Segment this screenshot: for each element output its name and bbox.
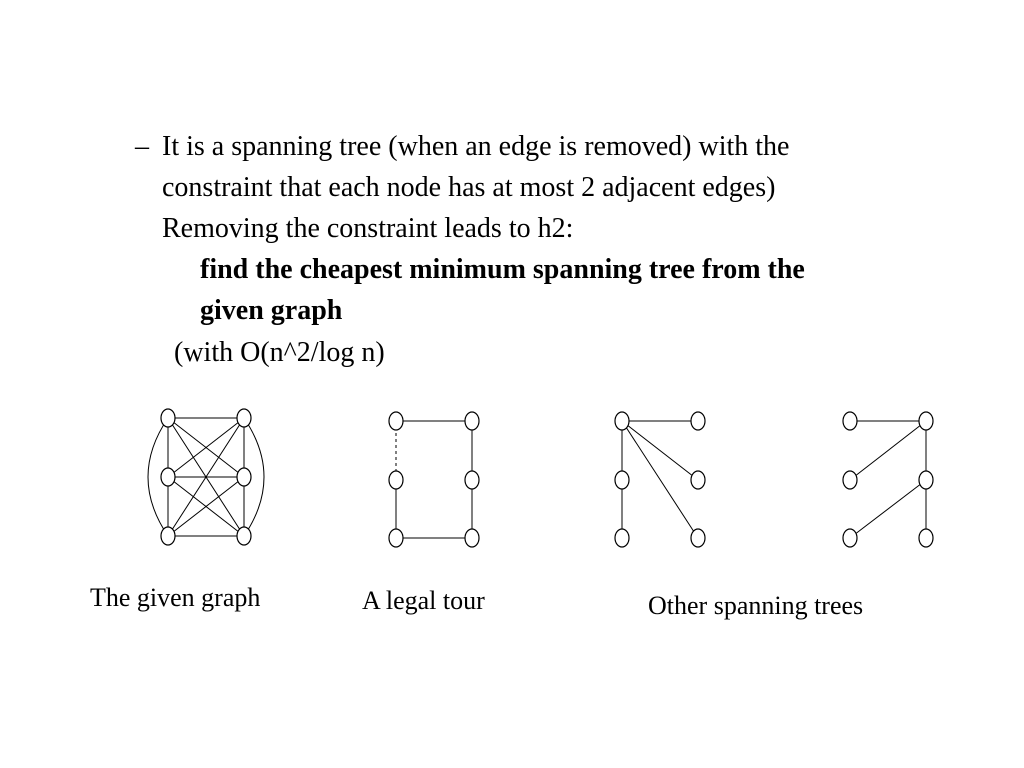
bullet-line-3: Removing the constraint leads to h2: bbox=[162, 213, 574, 244]
legal-tour-diagram bbox=[389, 412, 479, 547]
tree-node bbox=[615, 471, 629, 489]
graph-node bbox=[237, 409, 251, 427]
given-graph-diagram bbox=[148, 409, 264, 545]
graph-node bbox=[237, 527, 251, 545]
bullet-line-1: It is a spanning tree (when an edge is removed) with the bbox=[162, 131, 790, 162]
graph-node bbox=[161, 409, 175, 427]
tree-edge bbox=[622, 421, 698, 480]
tree-node bbox=[843, 412, 857, 430]
tour-node bbox=[389, 412, 403, 430]
bullet-line-2: constraint that each node has at most 2 adjacent edges) bbox=[162, 172, 776, 203]
tour-node bbox=[465, 471, 479, 489]
tree-node bbox=[691, 412, 705, 430]
spanning-tree-2-diagram bbox=[843, 412, 933, 547]
tree-node bbox=[691, 471, 705, 489]
tree-node bbox=[919, 412, 933, 430]
tree-node bbox=[615, 412, 629, 430]
caption-other-trees: Other spanning trees bbox=[648, 591, 864, 620]
tour-node bbox=[465, 412, 479, 430]
tree-edge bbox=[622, 421, 698, 538]
bullet-dash: – bbox=[135, 131, 149, 162]
graph-node bbox=[161, 468, 175, 486]
tree-edge bbox=[850, 421, 926, 480]
graph-node bbox=[161, 527, 175, 545]
tree-node bbox=[843, 529, 857, 547]
emphasis-line-2: given graph bbox=[200, 295, 343, 326]
tree-node bbox=[615, 529, 629, 547]
tour-node bbox=[389, 471, 403, 489]
tour-node bbox=[389, 529, 403, 547]
tree-node bbox=[843, 471, 857, 489]
tour-node bbox=[465, 529, 479, 547]
caption-legal-tour: A legal tour bbox=[362, 586, 485, 615]
spanning-tree-1-diagram bbox=[615, 412, 705, 547]
complexity-note: (with O(n^2/log n) bbox=[174, 337, 385, 368]
tree-node bbox=[919, 529, 933, 547]
tree-edge bbox=[850, 480, 926, 538]
caption-given-graph: The given graph bbox=[90, 583, 261, 612]
tree-node bbox=[691, 529, 705, 547]
emphasis-line-1: find the cheapest minimum spanning tree from the bbox=[200, 254, 805, 285]
graph-node bbox=[237, 468, 251, 486]
tree-node bbox=[919, 471, 933, 489]
